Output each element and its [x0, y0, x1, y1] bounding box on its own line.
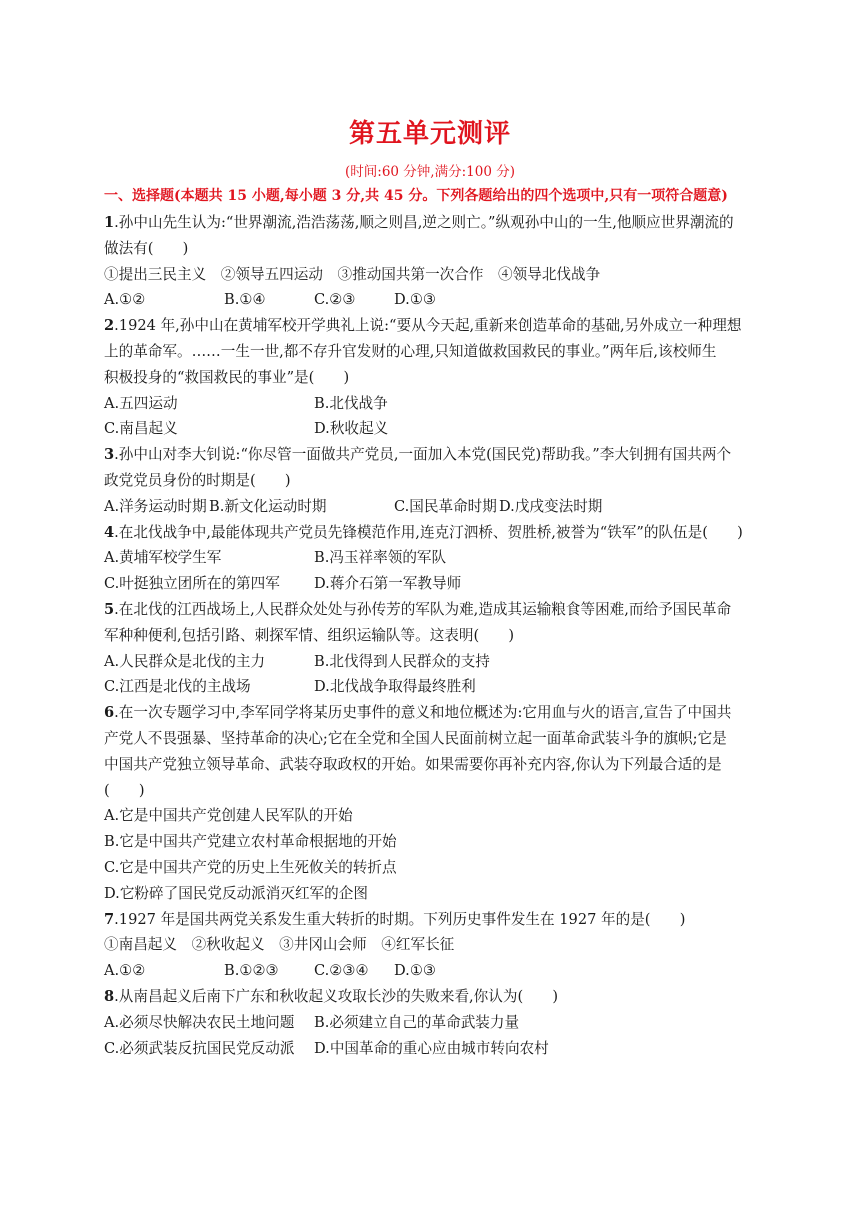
section-heading: 一、选择题(本题共 15 小题,每小题 3 分,共 45 分。下列各题给出的四个选项中,只有一项符合题意) [104, 188, 728, 204]
options-row [104, 803, 764, 829]
answer-option[interactable]: D.北伐战争取得最终胜利 [314, 678, 476, 696]
answer-option[interactable]: A.人民群众是北伐的主力 [104, 652, 266, 670]
page-title: 第五单元测评 [348, 119, 511, 149]
options-row [104, 391, 764, 417]
question-text: 产党人不畏强暴、坚持革命的决心;它在全党和全国人民面前树立起一面革命武装斗争的旗帜;它是 [104, 729, 727, 747]
question-block [104, 313, 764, 442]
question-block [104, 442, 764, 519]
answer-option[interactable]: B.①④ [224, 291, 266, 309]
question-stem-line [104, 778, 764, 804]
question-stem-line [104, 520, 764, 546]
answer-option[interactable]: C.江西是北伐的主战场 [104, 678, 251, 696]
statement-items: ①南昌起义 ②秋收起义 ③井冈山会师 ④红军长征 [104, 936, 455, 954]
question-list [104, 210, 764, 1061]
question-block [104, 984, 764, 1061]
answer-option[interactable]: D.秋收起义 [314, 420, 389, 438]
options-row [104, 958, 764, 984]
question-stem-line [104, 700, 764, 726]
answer-option[interactable]: C.必须武装反抗国民党反动派 [104, 1039, 295, 1057]
answer-option[interactable]: C.国民革命时期 [394, 497, 497, 515]
question-stem-line [104, 726, 764, 752]
question-text: .在一次专题学习中,李军同学将某历史事件的意义和地位概述为:它用血与火的语言,宣告了中国共 [114, 704, 732, 722]
options-row [104, 416, 764, 442]
answer-option[interactable]: B.冯玉祥率领的军队 [314, 549, 447, 567]
answer-option[interactable]: C.叶挺独立团所在的第四军 [104, 575, 280, 593]
question-block [104, 210, 764, 313]
answer-option[interactable]: A.①② [104, 962, 146, 980]
question-number: 3 [104, 446, 115, 464]
question-stem-line [104, 468, 764, 494]
answer-option[interactable]: D.它粉碎了国民党反动派消灭红军的企图 [104, 884, 368, 902]
answer-option[interactable]: A.它是中国共产党创建人民军队的开始 [104, 807, 353, 825]
options-row [104, 545, 764, 571]
question-block [104, 700, 764, 906]
question-number: 5 [104, 600, 115, 618]
question-text: ( ) [104, 781, 145, 799]
options-row [104, 881, 764, 907]
question-text: .在北伐战争中,最能体现共产党员先锋模范作用,连克汀泗桥、贺胜桥,被誉为“铁军”的队伍是( ) [114, 523, 743, 541]
question-number: 4 [104, 523, 115, 541]
options-row [104, 855, 764, 881]
question-stem-line [104, 339, 764, 365]
question-text: .1927 年是国共两党关系发生重大转折的时期。下列历史事件发生在 1927 年的是( ) [114, 910, 686, 928]
answer-option[interactable]: C.它是中国共产党的历史上生死攸关的转折点 [104, 858, 397, 876]
statement-items: ①提出三民主义 ②领导五四运动 ③推动国共第一次合作 ④领导北伐战争 [104, 265, 601, 283]
answer-option[interactable]: B.①②③ [224, 962, 279, 980]
answer-option[interactable]: D.戊戌变法时期 [499, 497, 603, 515]
question-block [104, 907, 764, 984]
options-row [104, 1010, 764, 1036]
question-stem-line [104, 623, 764, 649]
question-text: 积极投身的“救国救民的事业”是( ) [104, 368, 350, 386]
options-row [104, 1036, 764, 1062]
question-number: 6 [104, 704, 115, 722]
question-text: .孙中山先生认为:“世界潮流,浩浩荡荡,顺之则昌,逆之则亡。”纵观孙中山的一生,他顺应世界潮流的 [114, 214, 734, 231]
answer-option[interactable]: D.中国革命的重心应由城市转向农村 [314, 1039, 549, 1057]
question-stem-line [104, 365, 764, 391]
answer-option[interactable]: B.新文化运动时期 [209, 497, 327, 515]
answer-option[interactable]: A.①② [104, 291, 146, 309]
options-row [104, 674, 764, 700]
answer-option[interactable]: C.②③ [314, 291, 356, 309]
question-stem-line [104, 752, 764, 778]
answer-option[interactable]: D.①③ [394, 291, 436, 309]
question-text: .1924 年,孙中山在黄埔军校开学典礼上说:“要从今天起,重新来创造革命的基础,另外成立一种理想 [114, 317, 742, 335]
answer-option[interactable]: B.它是中国共产党建立农村革命根据地的开始 [104, 833, 397, 851]
question-stem-line [104, 907, 764, 933]
answer-option[interactable]: A.黄埔军校学生军 [104, 549, 222, 567]
answer-option[interactable]: A.必须尽快解决农民土地问题 [104, 1013, 295, 1031]
question-number: 2 [104, 317, 115, 335]
answer-option[interactable]: D.①③ [394, 962, 436, 980]
question-block [104, 520, 764, 597]
question-text: .从南昌起义后南下广东和秋收起义攻取长沙的失败来看,你认为( ) [114, 987, 559, 1005]
options-row [104, 649, 764, 675]
question-text: 军种种便利,包括引路、刺探军情、组织运输队等。这表明( ) [104, 626, 515, 644]
answer-option[interactable]: B.北伐得到人民群众的支持 [314, 652, 490, 670]
question-number: 1 [104, 214, 115, 231]
question-text: 政党党员身份的时期是( ) [104, 471, 291, 489]
answer-option[interactable]: D.蒋介石第一军教导师 [314, 575, 462, 593]
question-stem-line [104, 597, 764, 623]
answer-option[interactable]: C.南昌起义 [104, 420, 178, 438]
answer-option[interactable]: B.必须建立自己的革命武装力量 [314, 1013, 520, 1031]
question-block [104, 597, 764, 700]
options-row [104, 829, 764, 855]
question-number: 7 [104, 910, 115, 928]
question-number: 8 [104, 987, 115, 1005]
question-stem-line [104, 313, 764, 339]
question-text: 上的革命军。……一生一世,都不存升官发财的心理,只知道做救国救民的事业。”两年后,该校师生 [104, 342, 717, 360]
answer-option[interactable]: C.②③④ [314, 962, 369, 980]
answer-option[interactable]: A.洋务运动时期 [104, 497, 207, 515]
question-stem-line [104, 236, 764, 262]
question-text: 中国共产党独立领导革命、武装夺取政权的开始。如果需要你再补充内容,你认为下列最合适的是 [104, 755, 722, 773]
answer-option[interactable]: A.五四运动 [104, 394, 178, 412]
options-row [104, 571, 764, 597]
question-stem-line [104, 442, 764, 468]
question-text: 做法有( ) [104, 239, 189, 257]
options-row [104, 494, 764, 520]
question-text: .在北伐的江西战场上,人民群众处处与孙传芳的军队为难,造成其运输粮食等困难,而给予国民革命 [114, 600, 732, 618]
options-row [104, 287, 764, 313]
exam-time-score: (时间:60 分钟,满分:100 分) [345, 164, 515, 180]
question-stem-line [104, 984, 764, 1010]
question-stem-line [104, 210, 764, 236]
answer-option[interactable]: B.北伐战争 [314, 394, 388, 412]
question-text: .孙中山对李大钊说:“你尽管一面做共产党员,一面加入本党(国民党)帮助我。”李大钊拥有国共两个 [114, 446, 732, 464]
